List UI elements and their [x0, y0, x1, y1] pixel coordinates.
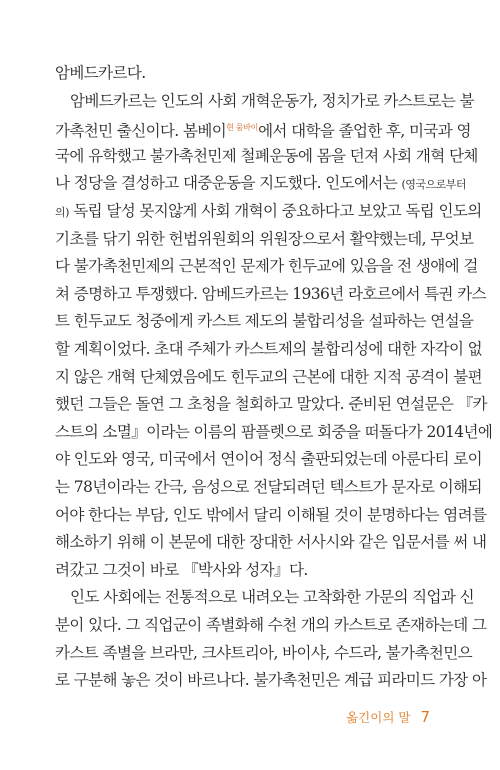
- text-line: 야 인도와 영국, 미국에서 연이어 정식 출판되었는데 아룬다티 로이: [55, 450, 483, 469]
- text-line: 기초를 닦기 위한 헌법위원회의 위원장으로서 활약했는데, 무엇보: [55, 229, 474, 248]
- page-footer: [346, 708, 430, 726]
- text-span: 가촉천민 출신이다. 봄베이: [55, 122, 227, 141]
- text-line: 할 계획이었다. 초대 주체가 카스트제의 불합리성에 대한 자각이 없: [55, 340, 483, 358]
- text-span: 독립 달성 못지않게 사회 개혁이 중요하다고 보았고 독립 인도의: [68, 202, 482, 220]
- text-line: 암베드카르는 인도의 사회 개혁운동가, 정치가로 카스트로는 불: [70, 91, 474, 110]
- text-line: [55, 201, 482, 223]
- text-line: [55, 118, 471, 141]
- text-line: 려갔고 그것이 바로 『박사와 성자』다.: [55, 560, 308, 579]
- text-line: 카스트 족별을 브라만, 크샤트리아, 바이샤, 수드라, 불가촉천민으: [55, 643, 472, 662]
- text-line: 스트의 소멸』이라는 이름의 팜플렛으로 회중을 떠돌다가 2014년에: [55, 422, 493, 441]
- text-line: 국에 유학했고 불가촉천민제 철폐운동에 몸을 던져 사회 개혁 단체: [55, 146, 478, 165]
- text-line: 지 않은 개혁 단체였음에도 힌두교의 근본에 대한 지적 공격이 불편: [55, 367, 483, 386]
- text-line: 어야 한다는 부담, 인도 밖에서 달리 이해될 것이 분명하다는 염려를: [55, 505, 487, 524]
- text-line: 다 불가촉천민제의 근본적인 문제가 힌두교에 있음을 전 생애에 걸: [55, 257, 478, 276]
- text-span: 에서 대학을 졸업한 후, 미국과 영: [258, 122, 471, 141]
- text-line: 했던 그들은 돌연 그 초청을 철회하고 말았다. 준비된 연설문은 『카: [55, 395, 487, 414]
- parenthetical-note: (영국으로부터: [401, 178, 467, 192]
- text-line: 는 78년이라는 간극, 음성으로 전달되려던 텍스트가 문자로 이해되: [55, 478, 482, 496]
- parenthetical-note: 의): [55, 206, 69, 219]
- running-footer-title: 옮긴이의 말: [346, 710, 411, 726]
- text-line: 해소하기 위해 이 본문에 대한 장대한 서사시와 같은 입문서를 써 내: [55, 533, 487, 552]
- text-line: 쳐 증명하고 투쟁했다. 암베드카르는 1936년 라호르에서 특권 카스: [55, 284, 486, 303]
- annotation-note: 현 뭄바이: [226, 123, 259, 133]
- text-line: 분이 있다. 그 직업군이 족별화해 수천 개의 카스트로 존재하는데 그: [55, 616, 487, 634]
- text-line: 암베드카르다.: [55, 64, 146, 82]
- text-line: 트 힌두교도 청중에게 카스트 제도의 불합리성을 설파하는 연설을: [55, 312, 474, 331]
- text-line: [55, 173, 467, 195]
- text-line: 인도 사회에는 전통적으로 내려오는 고착화한 가문의 직업과 신: [70, 588, 474, 607]
- text-line: 로 구분해 놓은 것이 바르나다. 불가촉천민은 계급 피라미드 가장 아: [55, 671, 487, 690]
- page-number: 7: [420, 708, 430, 727]
- text-span: 나 정당을 결성하고 대중운동을 지도했다. 인도에서는: [55, 174, 402, 193]
